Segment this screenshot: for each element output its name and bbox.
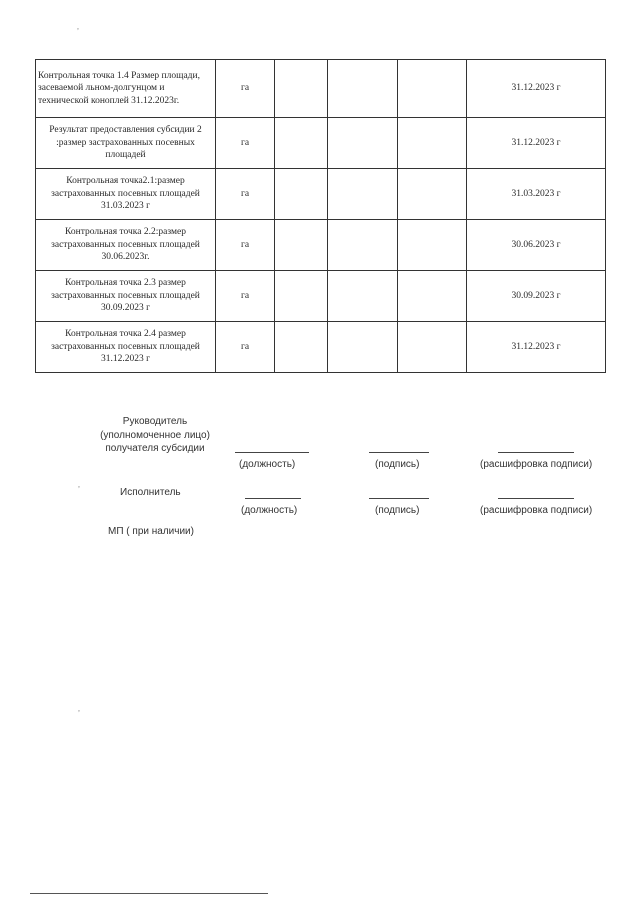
row-indicator: Контрольная точка 2.2:размер застрахованных посевных площадей 30.06.2023г. [36,220,216,271]
table-row [36,60,606,118]
row-unit: га [216,169,275,220]
head-signature-caption: (подпись) [375,459,420,470]
executor-position-line [245,498,301,499]
row-empty-cell [328,220,398,271]
row-empty-cell [275,60,328,118]
row-empty-cell [328,322,398,373]
row-empty-cell [275,271,328,322]
table-row [36,118,606,169]
row-empty-cell [275,169,328,220]
row-empty-cell [328,118,398,169]
subsidy-report-table [35,59,606,373]
bottom-rule [30,893,268,894]
head-label-line1: Руководитель [122,416,188,427]
row-empty-cell [398,118,467,169]
row-empty-cell [398,169,467,220]
row-unit: га [216,220,275,271]
row-empty-cell [328,60,398,118]
table-row [36,169,606,220]
scan-speck: , [78,480,80,489]
head-decoding-line [498,452,574,453]
row-date: 31.12.2023 г [467,118,606,169]
row-date: 31.03.2023 г [467,169,606,220]
row-indicator: Контрольная точка 2.4 размер застрахованных посевных площадей 31.12.2023 г [36,322,216,373]
executor-signature-caption: (подпись) [375,505,420,516]
row-indicator: Контрольная точка 1.4 Размер площади, засеваемой льном-долгунцом и технической коноплей 31.12.2023г. [36,60,216,118]
table-row [36,220,606,271]
row-date: 31.12.2023 г [467,322,606,373]
table-row [36,271,606,322]
row-unit: га [216,271,275,322]
row-empty-cell [398,60,467,118]
row-unit: га [216,322,275,373]
head-position-caption: (должность) [239,459,296,470]
executor-decoding-caption: (расшифровка подписи) [480,505,593,516]
row-indicator: Результат предоставления субсидии 2 :размер застрахованных посевных площадей [36,118,216,169]
row-indicator: Контрольная точка 2.3 размер застрахованных посевных площадей 30.09.2023 г [36,271,216,322]
scan-speck: , [78,704,80,713]
row-date: 30.06.2023 г [467,220,606,271]
table-row [36,322,606,373]
head-position-line [235,452,309,453]
executor-position-caption: (должность) [241,505,298,516]
executor-signature-line [369,498,429,499]
row-empty-cell [328,271,398,322]
row-empty-cell [275,118,328,169]
head-label-line3: получателя субсидии [105,443,205,454]
row-indicator: Контрольная точка2.1:размер застрахованных посевных площадей 31.03.2023 г [36,169,216,220]
row-empty-cell [275,220,328,271]
executor-label: Исполнитель [120,487,181,498]
row-unit: га [216,60,275,118]
scan-speck: , [77,22,79,31]
row-empty-cell [398,322,467,373]
stamp-note: МП ( при наличии) [108,526,194,537]
head-label [80,415,230,456]
row-empty-cell [398,220,467,271]
row-empty-cell [398,271,467,322]
row-empty-cell [275,322,328,373]
row-date: 31.12.2023 г [467,60,606,118]
head-decoding-caption: (расшифровка подписи) [480,459,593,470]
head-label-line2: (уполномоченное лицо) [100,429,210,441]
row-date: 30.09.2023 г [467,271,606,322]
head-signature-line [369,452,429,453]
row-empty-cell [328,169,398,220]
row-unit: га [216,118,275,169]
executor-decoding-line [498,498,574,499]
